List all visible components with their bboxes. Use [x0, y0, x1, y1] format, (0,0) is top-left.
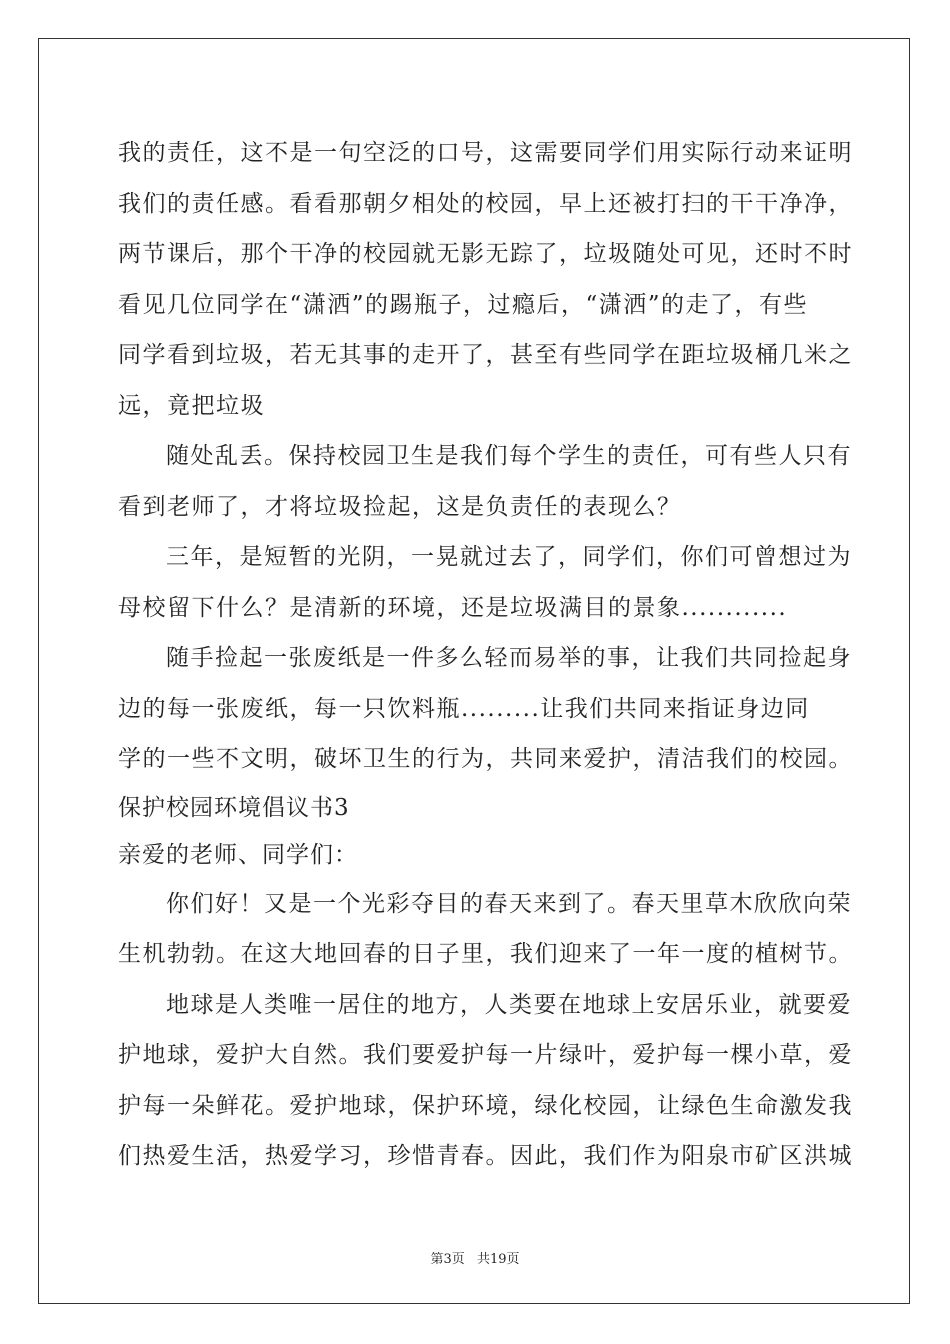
- text-line: 三年，是短暂的光阴，一晃就过去了，同学们，你们可曾想过为: [166, 544, 852, 570]
- text-line: 随手捡起一张废纸是一件多么轻而易举的事，让我们共同捡起身: [166, 645, 852, 671]
- text-line: 们热爱生活，热爱学习，珍惜青春。因此，我们作为阳泉市矿区洪城: [118, 1143, 853, 1169]
- text-line: 两节课后，那个干净的校园就无影无踪了，垃圾随处可见，还时不时: [118, 241, 853, 267]
- text-line: 看见几位同学在“潇洒”的踢瓶子，过瘾后，“潇洒”的走了，有些: [118, 291, 809, 318]
- document-body: [118, 128, 853, 1182]
- document-heading: 保护校园环境倡议书3: [118, 794, 350, 821]
- text-line: 你们好！又是一个光彩夺目的春天来到了。春天里草木欣欣向荣: [166, 890, 852, 917]
- page-total: 共19页: [476, 1252, 520, 1267]
- paragraph-block-1: [118, 128, 853, 785]
- salutation: 亲爱的老师、同学们：: [118, 841, 358, 868]
- text-line: 护每一朵鲜花。爱护地球，保护环境，绿化校园，让绿色生命激发我: [118, 1092, 853, 1119]
- paragraph-block-2: [118, 879, 853, 1182]
- text-line: 同学看到垃圾，若无其事的走开了，甚至有些同学在距垃圾桶几米之: [118, 342, 853, 368]
- text-line: 护地球，爱护大自然。我们要爱护每一片绿叶，爱护每一棵小草，爱: [118, 1042, 853, 1068]
- page-number: 第3页: [430, 1252, 465, 1267]
- text-line: 我们的责任感。看看那朝夕相处的校园，早上还被打扫的干干净净，: [118, 190, 853, 217]
- page-footer: [0, 1248, 950, 1267]
- text-line: 地球是人类唯一居住的地方，人类要在地球上安居乐业，就要爱: [166, 991, 852, 1018]
- text-line: 看到老师了，才将垃圾捡起，这是负责任的表现么？: [118, 493, 682, 520]
- text-line: 随处乱丢。保持校园卫生是我们每个学生的责任，可有些人只有: [166, 443, 852, 469]
- text-line: 远，竟把垃圾: [118, 392, 265, 419]
- text-line: 母校留下什么？是清新的环境，还是垃圾满目的景象............: [118, 594, 788, 621]
- text-line: 生机勃勃。在这大地回春的日子里，我们迎来了一年一度的植树节。: [118, 941, 853, 967]
- text-line: 学的一些不文明，破坏卫生的行为，共同来爱护，清洁我们的校园。: [118, 746, 853, 772]
- text-line: 我的责任，这不是一句空泛的口号，这需要同学们用实际行动来证明: [118, 140, 853, 166]
- text-line: 边的每一张废纸，每一只饮料瓶.........让我们共同来指证身边同: [118, 695, 810, 722]
